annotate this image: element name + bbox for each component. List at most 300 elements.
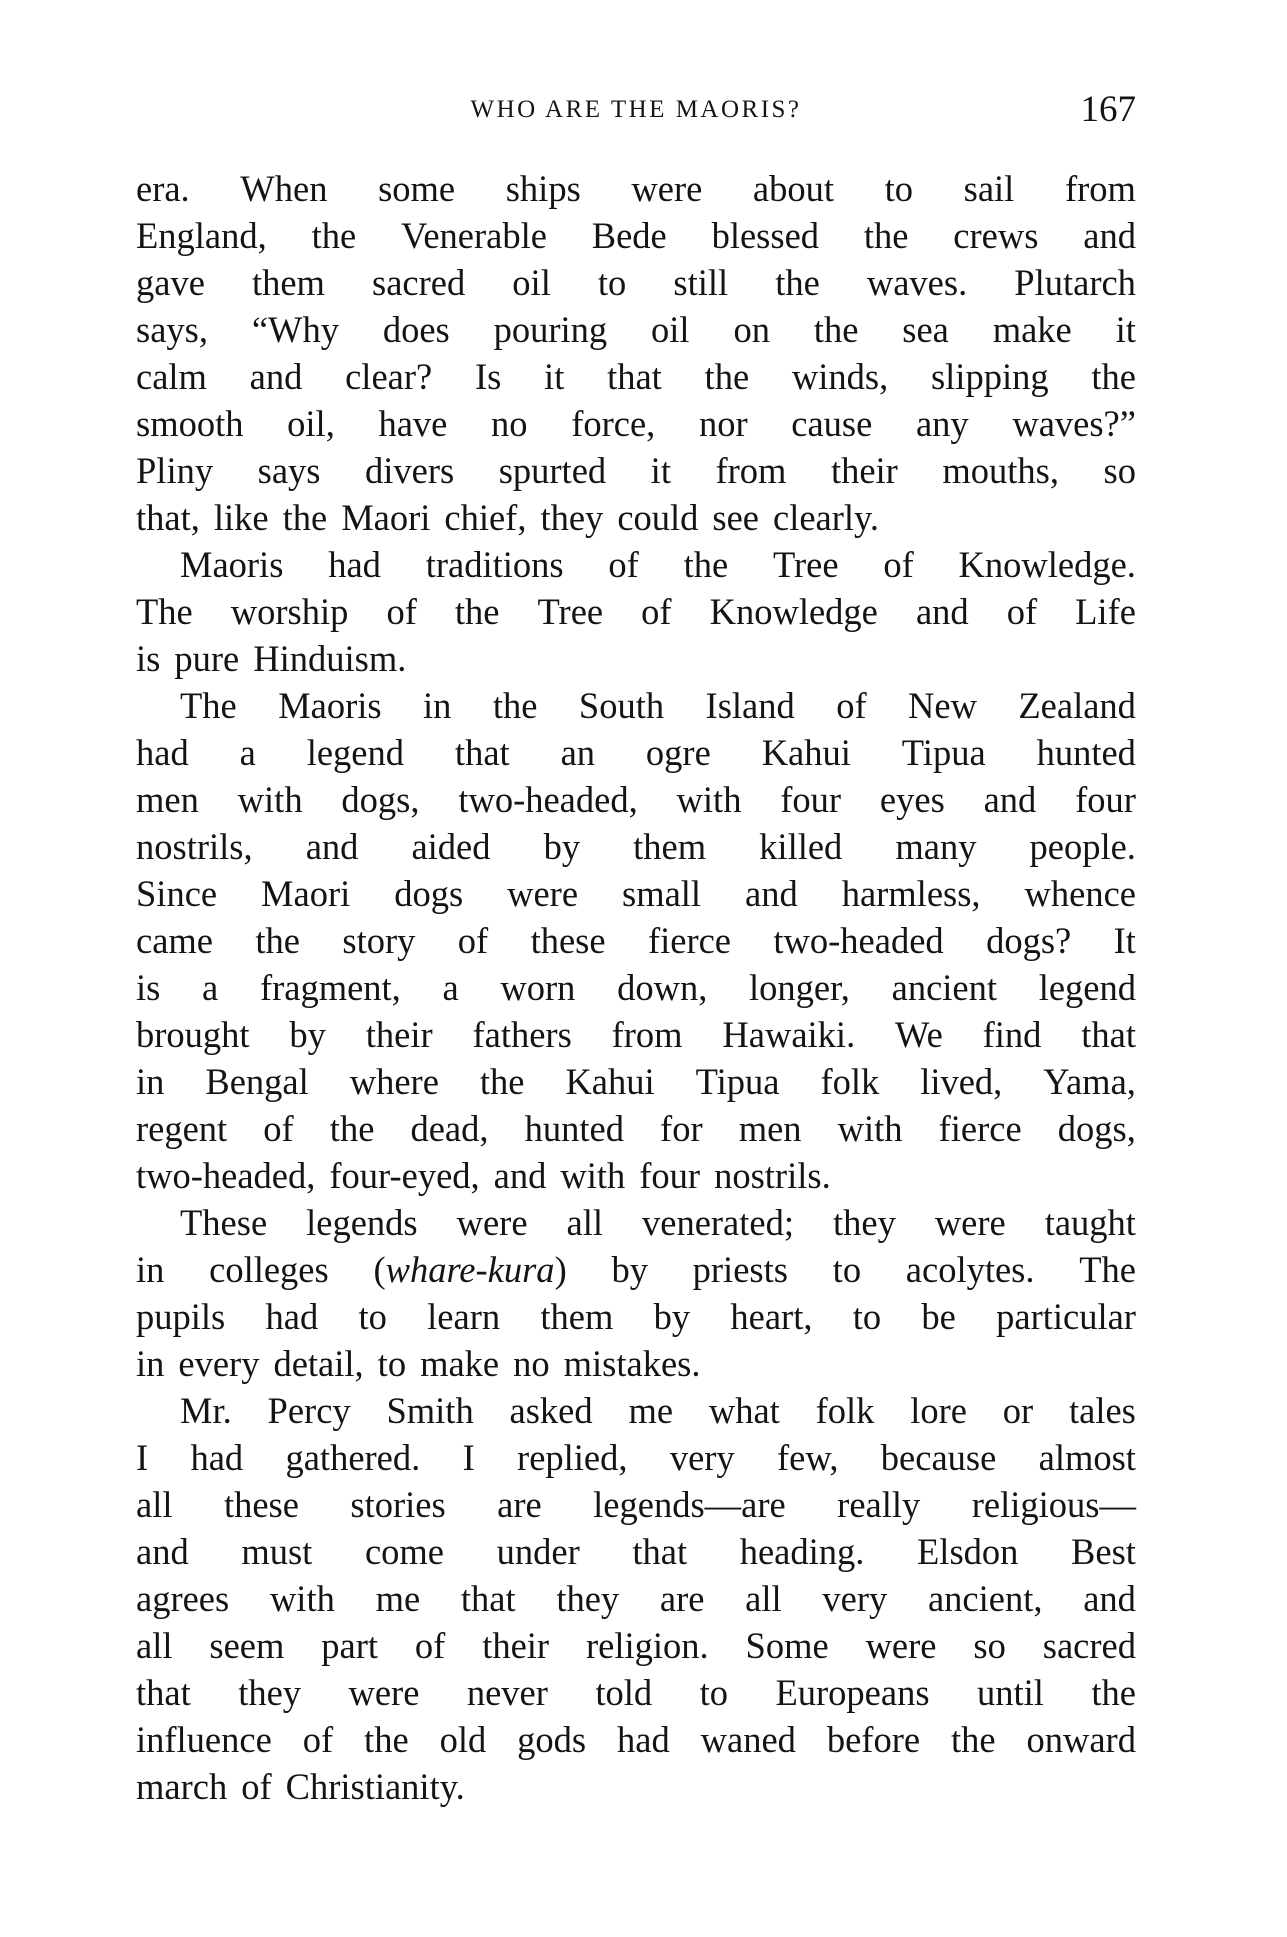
word: era.: [136, 168, 190, 209]
word: Bengal: [205, 1061, 309, 1102]
text-line: [136, 1575, 1136, 1622]
word: me: [375, 1578, 421, 1619]
word: until: [977, 1672, 1044, 1713]
word: Tipua: [695, 1061, 780, 1102]
word: These: [180, 1202, 268, 1243]
word: could: [617, 497, 699, 538]
paragraph: [136, 1199, 1136, 1387]
word: priests: [692, 1249, 788, 1290]
text-line: [136, 823, 1136, 870]
word: what: [708, 1390, 780, 1431]
word: had: [190, 1437, 244, 1478]
word: to: [597, 262, 627, 303]
word: Kahui: [565, 1061, 655, 1102]
word: force,: [571, 403, 656, 444]
word: is: [136, 638, 161, 679]
text-line: [136, 494, 1136, 541]
word: in: [136, 1061, 165, 1102]
word: the: [813, 309, 859, 350]
word: replied,: [517, 1437, 628, 1478]
word: were: [456, 1202, 528, 1243]
text-line: [136, 1246, 1136, 1293]
word: they: [238, 1672, 302, 1713]
word: from: [1064, 168, 1136, 209]
word: worn: [500, 967, 576, 1008]
word: the: [329, 1108, 375, 1149]
word: cause: [791, 403, 873, 444]
word: ogre: [645, 732, 711, 773]
text-line: [136, 259, 1136, 306]
word: part: [321, 1625, 379, 1666]
word: almost: [1038, 1437, 1136, 1478]
word: taught: [1044, 1202, 1136, 1243]
text-line: [136, 682, 1136, 729]
word: nostrils,: [136, 826, 253, 867]
word: blessed: [711, 215, 820, 256]
word: Hinduism.: [253, 638, 407, 679]
word: their: [830, 450, 898, 491]
word: Pliny: [136, 450, 214, 491]
word: Plutarch: [1014, 262, 1136, 303]
word: detail,: [273, 1343, 364, 1384]
word: like: [213, 497, 269, 538]
word: in: [136, 1343, 165, 1384]
word: heart,: [730, 1296, 813, 1337]
word: Maoris: [180, 544, 284, 585]
word: and: [249, 356, 303, 397]
word: tales: [1069, 1390, 1136, 1431]
word: fragment,: [259, 967, 401, 1008]
word: Tree: [772, 544, 839, 585]
word: mouths,: [942, 450, 1059, 491]
word: colleges: [209, 1249, 329, 1290]
word: where: [349, 1061, 439, 1102]
word: of: [302, 1719, 334, 1760]
word: of: [414, 1625, 446, 1666]
word: crews: [953, 215, 1039, 256]
word: fierce: [938, 1108, 1022, 1149]
word: Tipua: [901, 732, 986, 773]
word: Yama,: [1043, 1061, 1136, 1102]
text-line: [136, 353, 1136, 400]
word: the: [311, 215, 357, 256]
word: two-headed,: [458, 779, 638, 820]
word: ships: [505, 168, 581, 209]
word: stories: [350, 1484, 446, 1525]
word: that: [454, 732, 510, 773]
word: sacred: [1042, 1625, 1136, 1666]
word: really: [837, 1484, 921, 1525]
word: it: [1115, 309, 1136, 350]
word: by: [543, 826, 581, 867]
word: before: [826, 1719, 921, 1760]
text-line: [136, 165, 1136, 212]
word: to: [358, 1296, 387, 1337]
text-line: [136, 635, 1136, 682]
word: Since: [136, 873, 218, 914]
word: onward: [1026, 1719, 1136, 1760]
word: whence: [1024, 873, 1136, 914]
word: a: [239, 732, 256, 773]
word: four: [639, 1155, 701, 1196]
word: never: [466, 1672, 548, 1713]
word: very: [822, 1578, 888, 1619]
word: had: [617, 1719, 670, 1760]
word: of: [263, 1108, 294, 1149]
word: were: [348, 1672, 420, 1713]
word: Europeans: [775, 1672, 930, 1713]
body-text: [136, 165, 1136, 1810]
word: to: [377, 1343, 407, 1384]
paragraph: [136, 1387, 1136, 1810]
word: few,: [777, 1437, 839, 1478]
word: ancient: [891, 967, 998, 1008]
word: in: [423, 685, 452, 726]
word: Elsdon: [917, 1531, 1019, 1572]
word: We: [895, 1014, 943, 1055]
text-line: [136, 1669, 1136, 1716]
word: with: [676, 779, 742, 820]
word: see: [712, 497, 760, 538]
word: Island: [705, 685, 795, 726]
word: no: [491, 403, 528, 444]
word: asked: [509, 1390, 593, 1431]
word: folk: [820, 1061, 880, 1102]
word: their: [482, 1625, 550, 1666]
word: Maori: [341, 497, 431, 538]
text-line: [136, 1528, 1136, 1575]
word: men: [738, 1108, 802, 1149]
word: Kahui: [761, 732, 851, 773]
word: pouring: [493, 309, 608, 350]
word: of: [641, 591, 672, 632]
word: pure: [174, 638, 240, 679]
text-line: [136, 964, 1136, 1011]
text-line: [136, 729, 1136, 776]
word: that,: [136, 497, 200, 538]
word: two-headed,: [136, 1155, 316, 1196]
word: dead,: [410, 1108, 489, 1149]
text-line: [136, 1481, 1136, 1528]
word: four-eyed,: [329, 1155, 480, 1196]
word: the: [454, 591, 500, 632]
word: dogs,: [341, 779, 420, 820]
word: small: [622, 873, 702, 914]
word: the: [492, 685, 538, 726]
word: that: [1081, 1014, 1136, 1055]
word: the: [255, 920, 300, 961]
word: seem: [209, 1625, 285, 1666]
word: legends—are: [593, 1484, 786, 1525]
word: came: [136, 920, 213, 961]
word: march: [136, 1766, 228, 1807]
text-line: [136, 1293, 1136, 1340]
word: that: [136, 1672, 191, 1713]
word: because: [880, 1437, 997, 1478]
word: lived,: [920, 1061, 1003, 1102]
word: gathered.: [285, 1437, 421, 1478]
word: mistakes.: [563, 1343, 701, 1384]
word: the: [863, 215, 909, 256]
word: sacred: [372, 262, 466, 303]
word: The: [180, 685, 237, 726]
word: Bede: [591, 215, 667, 256]
word: are: [659, 1578, 705, 1619]
word: Tree: [537, 591, 604, 632]
word: four: [1075, 779, 1136, 820]
word: Christianity.: [285, 1766, 465, 1807]
word: It: [1113, 920, 1136, 961]
word: these: [223, 1484, 299, 1525]
word: fierce: [647, 920, 732, 961]
word: and: [1083, 215, 1136, 256]
word: pupils: [136, 1296, 226, 1337]
word: it: [650, 450, 671, 491]
word: is: [136, 967, 161, 1008]
word: these: [530, 920, 606, 961]
word: Zealand: [1018, 685, 1136, 726]
running-head: [136, 88, 1136, 128]
word: some: [378, 168, 456, 209]
word: of: [457, 920, 489, 961]
word: Smith: [386, 1390, 474, 1431]
word: worship: [230, 591, 349, 632]
word: under: [496, 1531, 580, 1572]
word: on: [733, 309, 770, 350]
word: religion.: [585, 1625, 709, 1666]
word: that: [632, 1531, 688, 1572]
text-line: [136, 1340, 1136, 1387]
word: longer,: [749, 967, 850, 1008]
text-line: [136, 1622, 1136, 1669]
word: by: [653, 1296, 691, 1337]
word: a: [202, 967, 219, 1008]
word: says: [257, 450, 321, 491]
word: so: [1103, 450, 1136, 491]
word: Knowledge.: [958, 544, 1136, 585]
word: I: [462, 1437, 475, 1478]
word: that: [460, 1578, 516, 1619]
word: any: [915, 403, 969, 444]
word: by: [289, 1014, 326, 1055]
word: ancient,: [927, 1578, 1043, 1619]
word: Maori: [261, 873, 351, 914]
word: and: [983, 779, 1037, 820]
word: brought: [136, 1014, 250, 1055]
word: heading.: [739, 1531, 865, 1572]
word: of: [836, 685, 867, 726]
word: regent: [136, 1108, 228, 1149]
word: sail: [963, 168, 1015, 209]
word: acolytes.: [905, 1249, 1035, 1290]
word: of: [241, 1766, 272, 1807]
word: they: [832, 1202, 896, 1243]
word: dogs,: [1057, 1108, 1136, 1149]
word: learn: [427, 1296, 501, 1337]
word: or: [1002, 1390, 1034, 1431]
word: still: [673, 262, 729, 303]
word: no: [513, 1343, 550, 1384]
word: waned: [700, 1719, 796, 1760]
word: clear?: [345, 356, 433, 397]
paragraph: [136, 165, 1136, 541]
word: be: [921, 1296, 956, 1337]
word: and: [305, 826, 359, 867]
word: and: [1083, 1578, 1136, 1619]
word: and: [493, 1155, 547, 1196]
word: does: [382, 309, 450, 350]
word: waves?”: [1012, 403, 1136, 444]
word: four: [780, 779, 842, 820]
word: clearly.: [773, 497, 880, 538]
word: of: [883, 544, 914, 585]
word: story: [342, 920, 416, 961]
word: to: [884, 168, 914, 209]
word: venerated;: [642, 1202, 794, 1243]
word: all: [745, 1578, 782, 1619]
word: are: [497, 1484, 542, 1525]
word: down,: [617, 967, 708, 1008]
paragraph: [136, 541, 1136, 682]
word: were: [934, 1202, 1006, 1243]
word: hunted: [524, 1108, 624, 1149]
text-line: [136, 1387, 1136, 1434]
word: New: [908, 685, 977, 726]
word: they: [540, 497, 604, 538]
word: chief,: [444, 497, 527, 538]
word: legend: [1038, 967, 1136, 1008]
word: says,: [136, 309, 208, 350]
word: spurted: [498, 450, 607, 491]
word: them: [540, 1296, 614, 1337]
word: sea: [902, 309, 949, 350]
word: their: [365, 1014, 433, 1055]
word: must: [241, 1531, 313, 1572]
word: dogs: [394, 873, 464, 914]
text-line: [136, 1105, 1136, 1152]
word: them: [633, 826, 707, 867]
word: Percy: [267, 1390, 351, 1431]
word: legends: [306, 1202, 418, 1243]
page-number: 167: [1080, 89, 1136, 130]
word: had: [265, 1296, 319, 1337]
word: were: [865, 1625, 937, 1666]
word: gods: [517, 1719, 587, 1760]
word: The: [136, 591, 193, 632]
word: in: [136, 1249, 165, 1290]
word: of: [608, 544, 639, 585]
word: from: [611, 1014, 683, 1055]
word: dogs?: [986, 920, 1072, 961]
word: oil,: [287, 403, 335, 444]
word: had: [136, 732, 189, 773]
text-line: [136, 1199, 1136, 1246]
word: they: [556, 1578, 620, 1619]
word: two-headed: [773, 920, 944, 961]
word: old: [439, 1719, 487, 1760]
word: and: [745, 873, 798, 914]
word: folk: [815, 1390, 875, 1431]
word: nostrils.: [714, 1155, 831, 1196]
word: religious—: [971, 1484, 1136, 1525]
word: were: [507, 873, 579, 914]
word: of: [1006, 591, 1038, 632]
word: with: [837, 1108, 903, 1149]
word: influence: [136, 1719, 272, 1760]
word: people.: [1029, 826, 1136, 867]
word: all: [566, 1202, 604, 1243]
text-line: [136, 306, 1136, 353]
word: “Why: [251, 309, 339, 350]
paragraph: [136, 682, 1136, 1199]
word: to: [852, 1296, 882, 1337]
word: South: [578, 685, 665, 726]
word: were: [631, 168, 703, 209]
word: find: [982, 1014, 1042, 1055]
word: divers: [364, 450, 455, 491]
word: When: [240, 168, 328, 209]
text-line: [136, 776, 1136, 823]
word: England,: [136, 215, 267, 256]
word: calm: [136, 356, 207, 397]
word: harmless,: [841, 873, 981, 914]
word: oil: [512, 262, 551, 303]
word: from: [715, 450, 787, 491]
word: make: [420, 1343, 500, 1384]
word: to: [699, 1672, 729, 1713]
word: the: [479, 1061, 525, 1102]
word: every: [178, 1343, 260, 1384]
word: gave: [136, 262, 205, 303]
word: them: [251, 262, 325, 303]
word: make: [992, 309, 1072, 350]
word: with: [269, 1578, 335, 1619]
word: come: [364, 1531, 444, 1572]
text-line: [136, 212, 1136, 259]
word: slipping: [930, 356, 1049, 397]
word: I: [136, 1437, 149, 1478]
text-line: [136, 1434, 1136, 1481]
word: men: [136, 779, 199, 820]
text-line: [136, 1763, 1136, 1810]
word: that: [607, 356, 662, 397]
text-line: [136, 400, 1136, 447]
word: the: [683, 544, 729, 585]
word: all: [136, 1484, 173, 1525]
word: of: [386, 591, 417, 632]
word: for: [660, 1108, 703, 1149]
word: by: [611, 1249, 648, 1290]
word: with: [237, 779, 303, 820]
word: me: [628, 1390, 674, 1431]
word: the: [704, 356, 750, 397]
word: the: [775, 262, 820, 303]
word: and: [915, 591, 969, 632]
word: fathers: [472, 1014, 572, 1055]
word: oil: [651, 309, 690, 350]
word: hunted: [1036, 732, 1136, 773]
word: Is: [474, 356, 502, 397]
word: have: [378, 403, 448, 444]
text-line: [136, 870, 1136, 917]
word: with: [560, 1155, 626, 1196]
word: eyes: [879, 779, 945, 820]
word: The: [1079, 1249, 1136, 1290]
word: aided: [411, 826, 491, 867]
word: nor: [698, 403, 748, 444]
word: the: [282, 497, 328, 538]
word: it: [544, 356, 565, 397]
